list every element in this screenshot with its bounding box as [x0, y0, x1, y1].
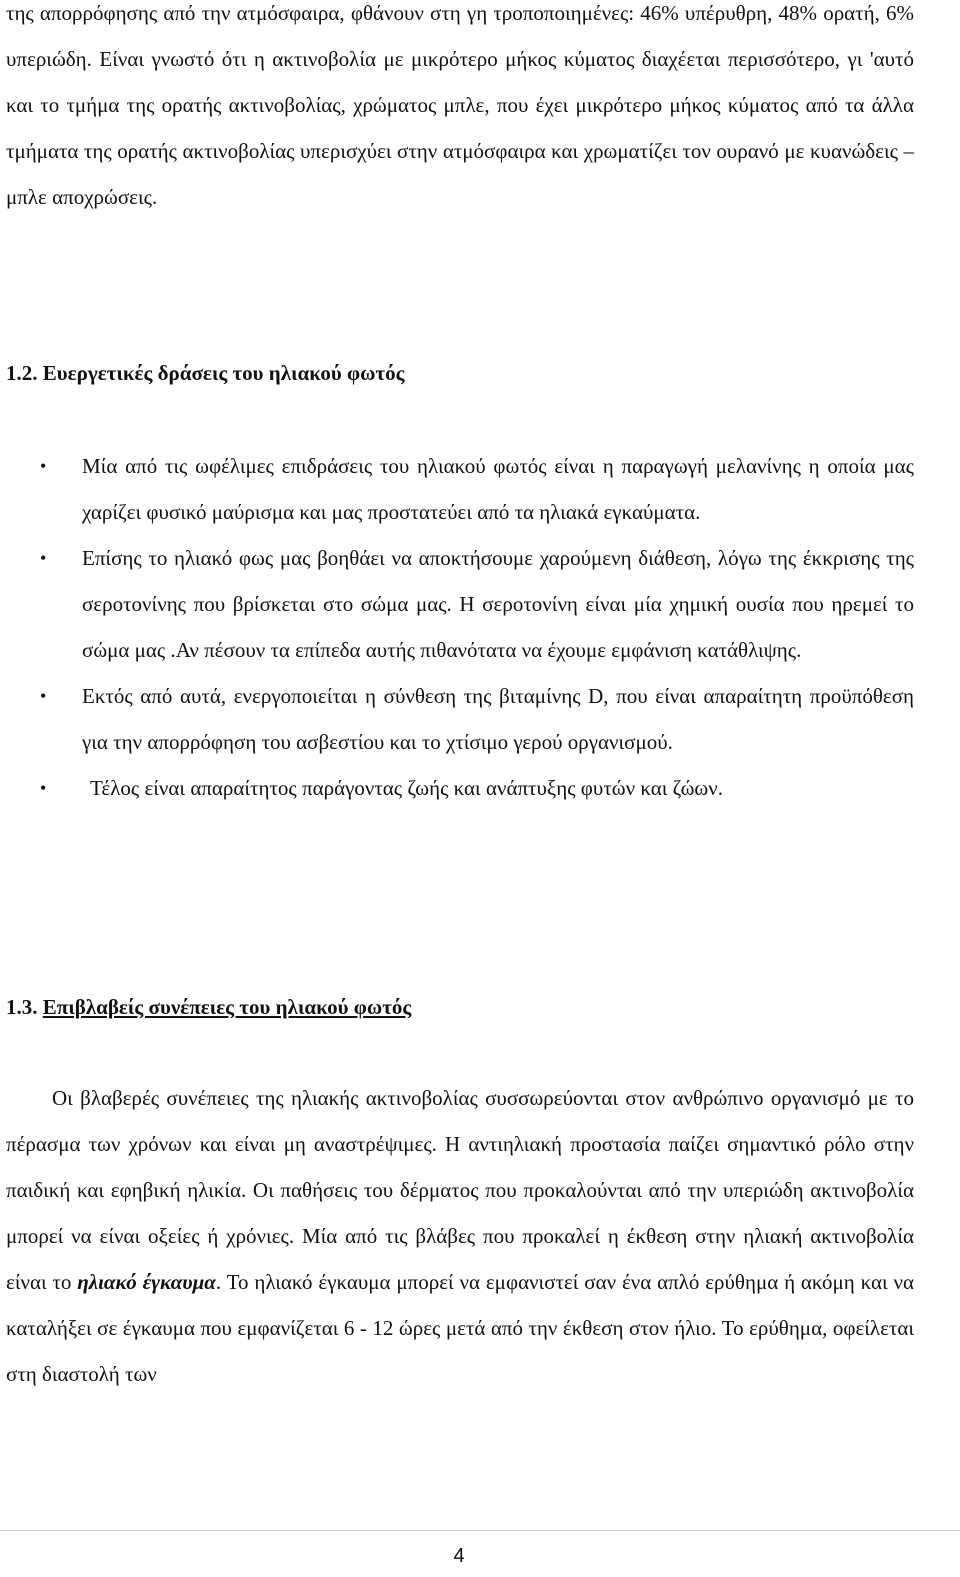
list-item-text: Τέλος είναι απαραίτητος παράγοντας ζωής και ανάπτυξης φυτών και ζώων. [90, 776, 723, 800]
emphasized-term: ηλιακό έγκαυμα [77, 1270, 216, 1294]
section-number: 1.3. [6, 995, 38, 1019]
section-title: Επιβλαβείς συνέπειες του ηλιακού φωτός [42, 995, 412, 1019]
intro-paragraph: της απορρόφησης από την ατμόσφαιρα, φθάνουν στη γη τροποποιημένες: 46% υπέρυθρη, 48% ορατή, 6% υπεριώδη. Είναι γνωστό ότι η ακτινοβολία με μικρότερο μήκος κύματος διαχέεται περισσότερο, γι 'αυτό και το τμήμα της ορατής ακτινοβολίας, χρώματος μπλε, που έχει μικρότερο μήκος κύματος από τα άλλα τμήματα της ορατής ακτινοβολίας υπερισχύει στην ατμόσφαιρα και χρωματίζει τον ουρανό με κυανώδεις – μπλε αποχρώσεις. [6, 1, 914, 209]
section-heading-harms [6, 992, 411, 1022]
harms-paragraph [6, 1075, 914, 1397]
list-item [0, 673, 914, 765]
list-item-text: Μία από τις ωφέλιμες επιδράσεις του ηλιακού φωτός είναι η παραγωγή μελανίνης η οποία μας χαρίζει φυσικό μαύρισμα και μας προστατεύει από τα ηλιακά εγκαύματα. [82, 454, 914, 524]
list-item [0, 443, 914, 535]
bullet-icon: • [40, 456, 47, 476]
list-item [0, 535, 914, 673]
section-title: Ευεργετικές δράσεις του ηλιακού φωτός [42, 361, 405, 385]
benefits-list [0, 443, 960, 811]
bullet-icon: • [40, 778, 47, 798]
bullet-icon: • [40, 686, 47, 706]
paragraph-text: . Το ηλιακό έγκαυμα μπορεί να εμφανιστεί σαν ένα απλό ερύθημα ή ακόμη και να καταλήξει σε έγκαυμα που εμφανίζεται 6 - 12 ώρες μετά από την έκθεση στον ήλιο. Το ερύθημα, οφείλεται στη διαστολή των [6, 1270, 914, 1386]
section-heading-benefits [6, 358, 404, 388]
list-item-text: Εκτός από αυτά, ενεργοποιείται η σύνθεση της βιταμίνης D, που είναι απαραίτητη προϋπόθεση για την απορρόφηση του ασβεστίου και το χτίσιμο γερού οργανισμού. [82, 684, 914, 754]
bullet-icon: • [40, 548, 47, 568]
section-number: 1.2. [6, 361, 38, 385]
paragraph-text: Οι βλαβερές συνέπειες της ηλιακής ακτινοβολίας συσσωρεύονται στον ανθρώπινο οργανισμό με το πέρασμα των χρόνων και είναι μη αναστρέψιμες. Η αντιηλιακή προστασία παίζει σημαντικό ρόλο στην παιδική και εφηβική ηλικία. Οι παθήσεις του δέρματος που προκαλούνται από την υπεριώδη ακτινοβολία μπορεί να είναι οξείες ή χρόνιες. Μία από τις βλάβες που προκαλεί η έκθεση στην ηλιακή ακτινοβολία είναι το [6, 1086, 914, 1294]
list-item [0, 765, 914, 811]
page-number: 4 [453, 1545, 465, 1567]
footer-divider [0, 1530, 960, 1531]
list-item-text: Επίσης το ηλιακό φως μας βοηθάει να αποκτήσουμε χαρούμενη διάθεση, λόγω της έκκρισης της σεροτονίνης που βρίσκεται στο σώμα μας. Η σεροτονίνη είναι μία χημική ουσία που ηρεμεί το σώμα μας .Αν πέσουν τα επίπεδα αυτής πιθανότατα να έχουμε εμφάνιση κατάθλιψης. [82, 546, 914, 662]
